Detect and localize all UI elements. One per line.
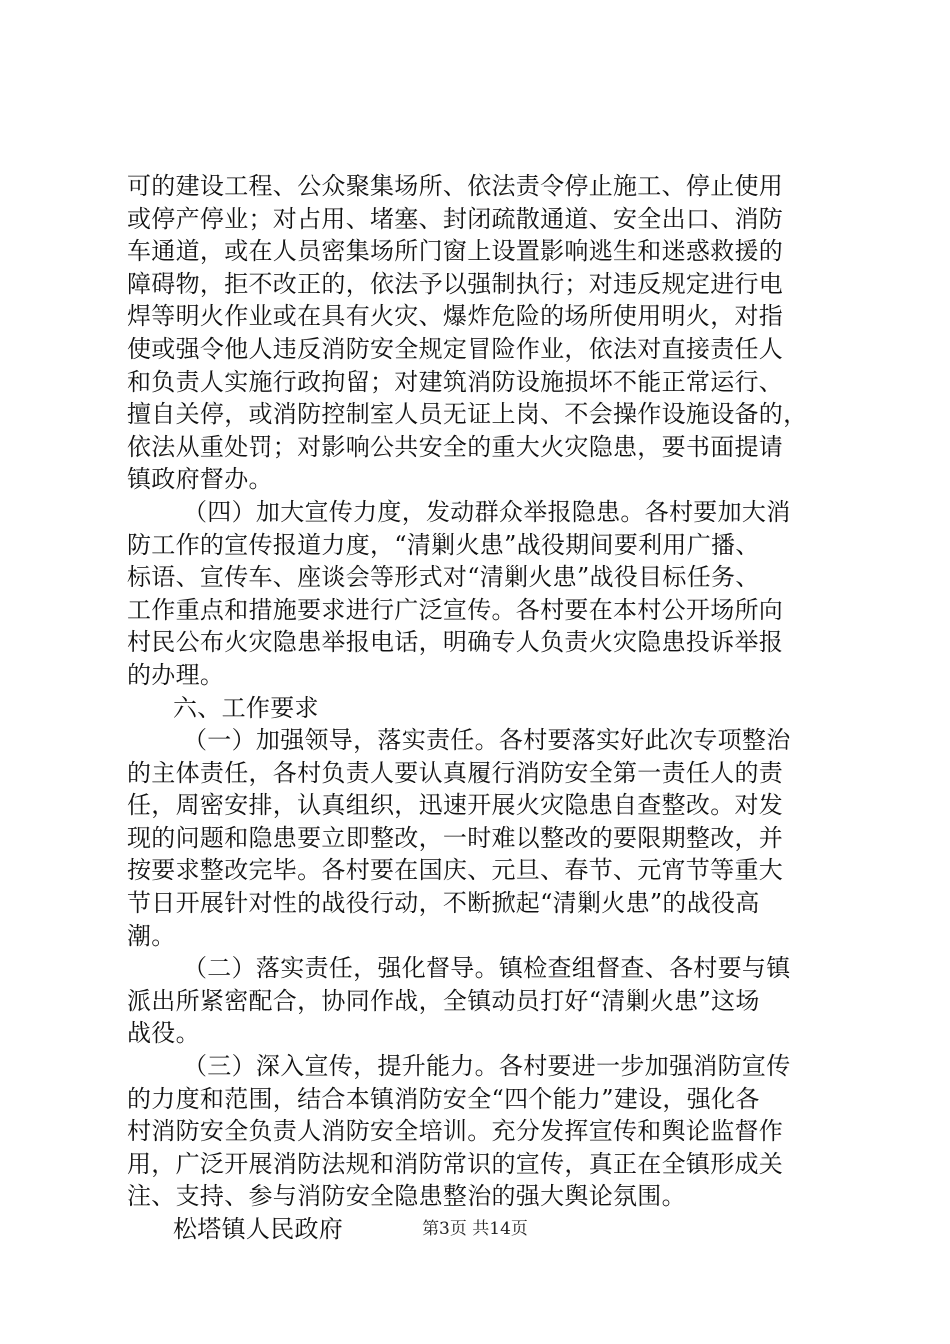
text-line: 的主体责任，各村负责人要认真履行消防安全第一责任人的责 — [127, 758, 784, 787]
paragraph-heading-3: （三）深入宣传，提升能力。各村要进一步加强消防宣传 — [183, 1052, 791, 1081]
text-line: 按要求整改完毕。各村要在国庆、元旦、春节、元宵节等重大 — [127, 856, 784, 885]
paragraph-heading-1: （一）加强领导，落实责任。各村要落实好此次专项整治 — [183, 726, 791, 755]
section-heading-6: 六、工作要求 — [173, 693, 319, 722]
paragraph-heading-2: （二）落实责任，强化督导。镇检查组督查、各村要与镇 — [183, 954, 791, 983]
document-body — [127, 170, 839, 1246]
signature-line: 松塔镇人民政府 — [173, 1215, 344, 1243]
text-line: 擅自关停，或消防控制室人员无证上岗、不会操作设施设备的， — [127, 400, 808, 429]
text-line: 注、支持、参与消防安全隐患整治的强大舆论氛围。 — [127, 1182, 686, 1211]
text-line: 战役。 — [127, 1019, 200, 1048]
text-line: 潮。 — [127, 921, 176, 950]
text-line: 防工作的宣传报道力度，“清剿火患”战役期间要利用广播、 — [127, 530, 760, 559]
text-line: 或停产停业；对占用、堵塞、封闭疏散通道、安全出口、消防 — [127, 204, 784, 233]
text-line: 使或强令他人违反消防安全规定冒险作业，依法对直接责任人 — [127, 334, 784, 363]
text-line: 派出所紧密配合，协同作战，全镇动员打好“清剿火患”这场 — [127, 986, 760, 1015]
text-line: 的办理。 — [127, 660, 225, 689]
paragraph-heading-4: （四）加大宣传力度，发动群众举报隐患。各村要加大消 — [183, 497, 791, 526]
text-line: 标语、宣传车、座谈会等形式对“清剿火患”战役目标任务、 — [127, 563, 760, 592]
text-line: 依法从重处罚；对影响公共安全的重大火灾隐患，要书面提请 — [127, 432, 784, 461]
text-line: 工作重点和措施要求进行广泛宣传。各村要在本村公开场所向 — [127, 595, 784, 624]
text-line: 和负责人实施行政拘留；对建筑消防设施损坏不能正常运行、 — [127, 367, 784, 396]
page-number: 第3页 共14页 — [422, 1219, 528, 1239]
text-line: 节日开展针对性的战役行动，不断掀起“清剿火患”的战役高 — [127, 889, 760, 918]
text-line: 焊等明火作业或在具有火灾、爆炸危险的场所使用明火，对指 — [127, 302, 784, 331]
text-line: 用，广泛开展消防法规和消防常识的宣传，真正在全镇形成关 — [127, 1149, 784, 1178]
text-line: 障碍物，拒不改正的，依法予以强制执行；对违反规定进行电 — [127, 269, 784, 298]
text-line: 车通道，或在人员密集场所门窗上设置影响逃生和迷惑救援的 — [127, 237, 784, 266]
text-line: 村消防安全负责人消防安全培训。充分发挥宣传和舆论监督作 — [127, 1117, 784, 1146]
text-line: 任，周密安排，认真组织，迅速开展火灾隐患自查整改。对发 — [127, 791, 784, 820]
text-line: 可的建设工程、公众聚集场所、依法责令停止施工、停止使用 — [127, 172, 784, 200]
text-line: 村民公布火灾隐患举报电话，明确专人负责火灾隐患投诉举报 — [127, 628, 784, 657]
text-line: 的力度和范围，结合本镇消防安全“四个能力”建设，强化各 — [127, 1084, 760, 1113]
text-line: 现的问题和隐患要立即整改，一时难以整改的要限期整改，并 — [127, 823, 784, 852]
page-footer — [0, 1214, 950, 1239]
text-line: 镇政府督办。 — [127, 465, 273, 494]
